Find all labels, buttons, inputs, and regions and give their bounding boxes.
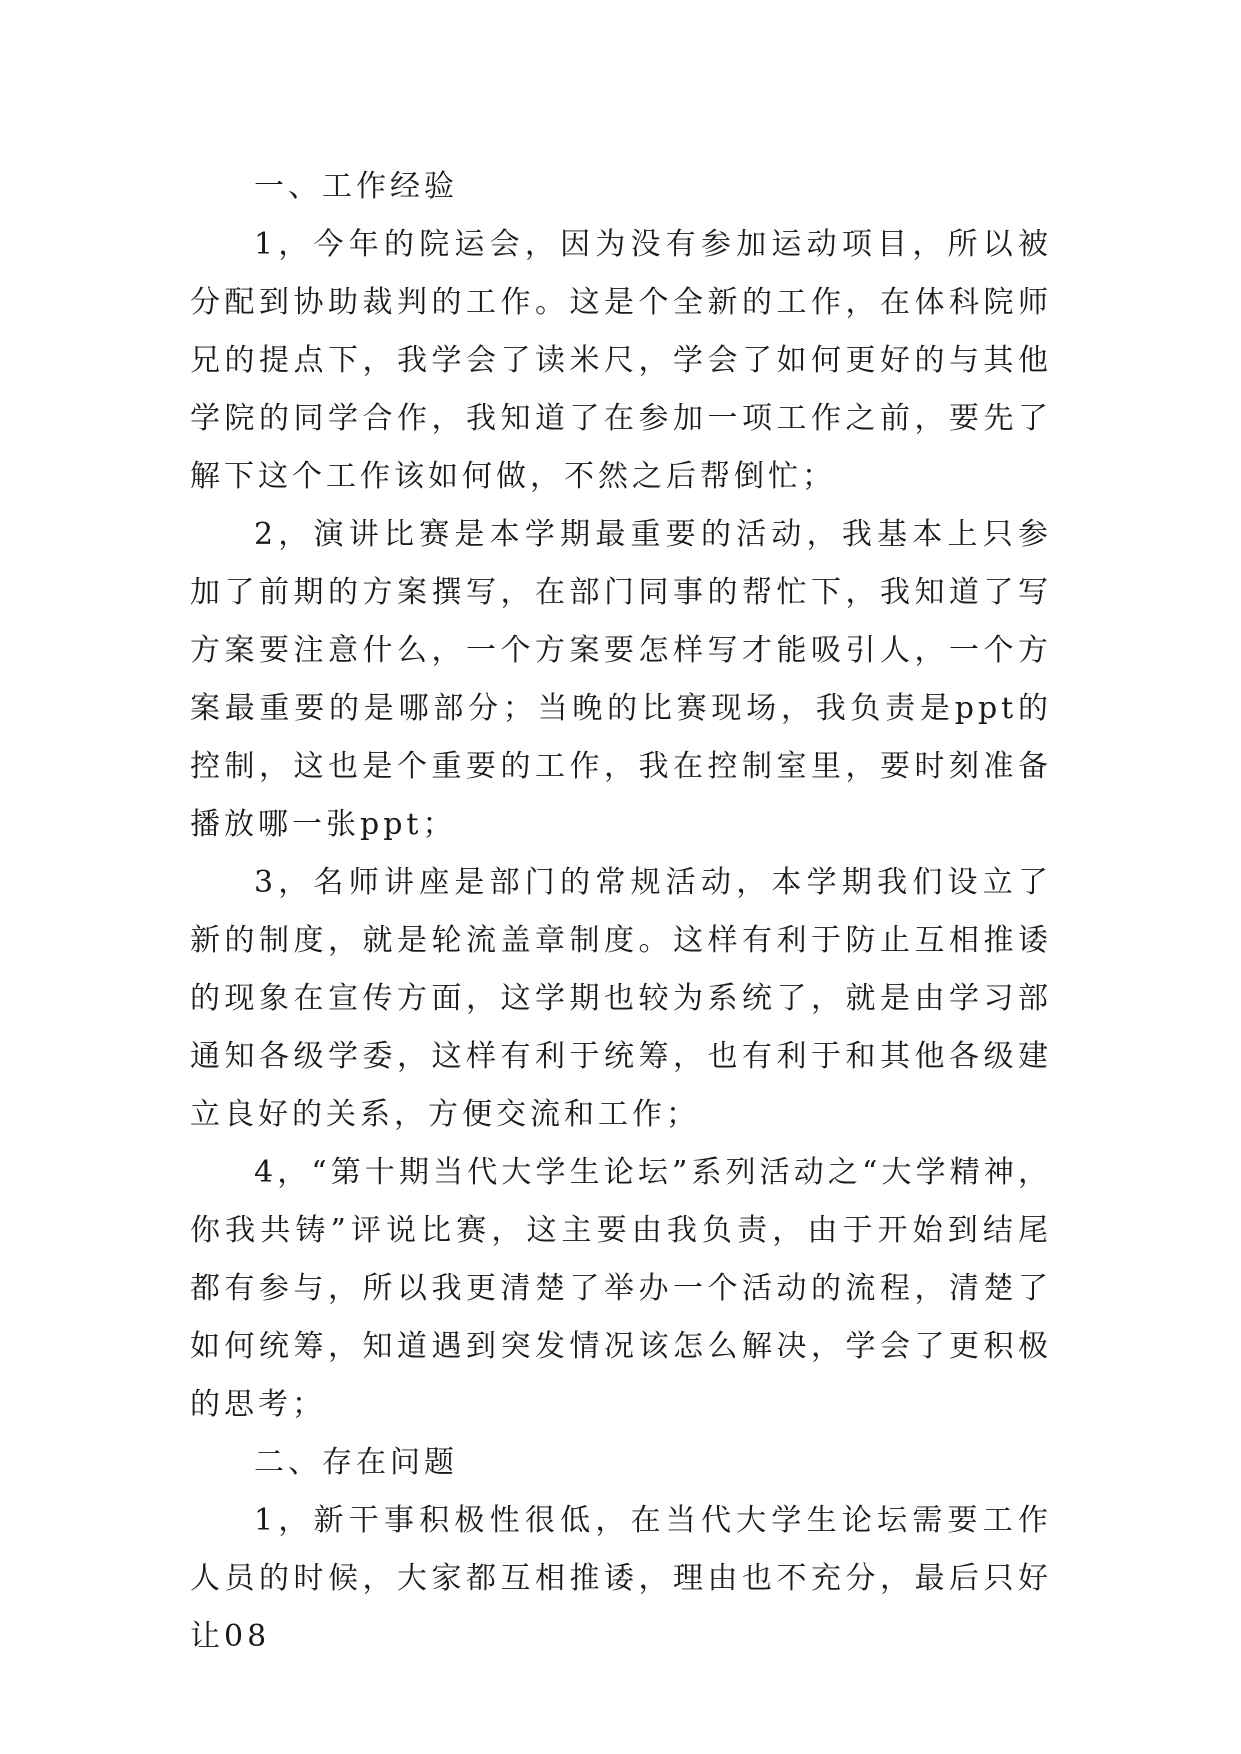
paragraph-item-3: 3，名师讲座是部门的常规活动，本学期我们设立了新的制度，就是轮流盖章制度。这样有利于防止互相推诿的现象在宣传方面，这学期也较为系统了，就是由学习部通知各级学委，这样有利于统筹，也有利于和其他各级建立良好的关系，方便交流和工作； (190, 865, 1052, 1132)
paragraph-problem-1: 1，新干事积极性很低，在当代大学生论坛需要工作人员的时候，大家都互相推诿，理由也不充分，最后只好让08 (190, 1503, 1052, 1654)
section-heading-work-experience: 一、工作经验 (254, 169, 458, 204)
paragraph-item-1: 1，今年的院运会，因为没有参加运动项目，所以被分配到协助裁判的工作。这是个全新的工作，在体科院师兄的提点下，我学会了读米尺，学会了如何更好的与其他学院的同学合作，我知道了在参加一项工作之前，要先了解下这个工作该如何做，不然之后帮倒忙； (190, 227, 1052, 494)
paragraph-item-2: 2，演讲比赛是本学期最重要的活动，我基本上只参加了前期的方案撰写，在部门同事的帮忙下，我知道了写方案要注意什么，一个方案要怎样写才能吸引人，一个方案最重要的是哪部分；当晚的比赛现场，我负责是ppt的控制，这也是个重要的工作，我在控制室里，要时刻准备播放哪一张ppt； (190, 517, 1052, 842)
paragraph-item-4: 4，“第十期当代大学生论坛”系列活动之“大学精神，你我共铸”评说比赛，这主要由我负责，由于开始到结尾都有参与，所以我更清楚了举办一个活动的流程，清楚了如何统筹，知道遇到突发情况该怎么解决，学会了更积极的思考； (190, 1155, 1052, 1422)
section-heading-problems: 二、存在问题 (254, 1445, 458, 1480)
document-body (190, 158, 1052, 1666)
